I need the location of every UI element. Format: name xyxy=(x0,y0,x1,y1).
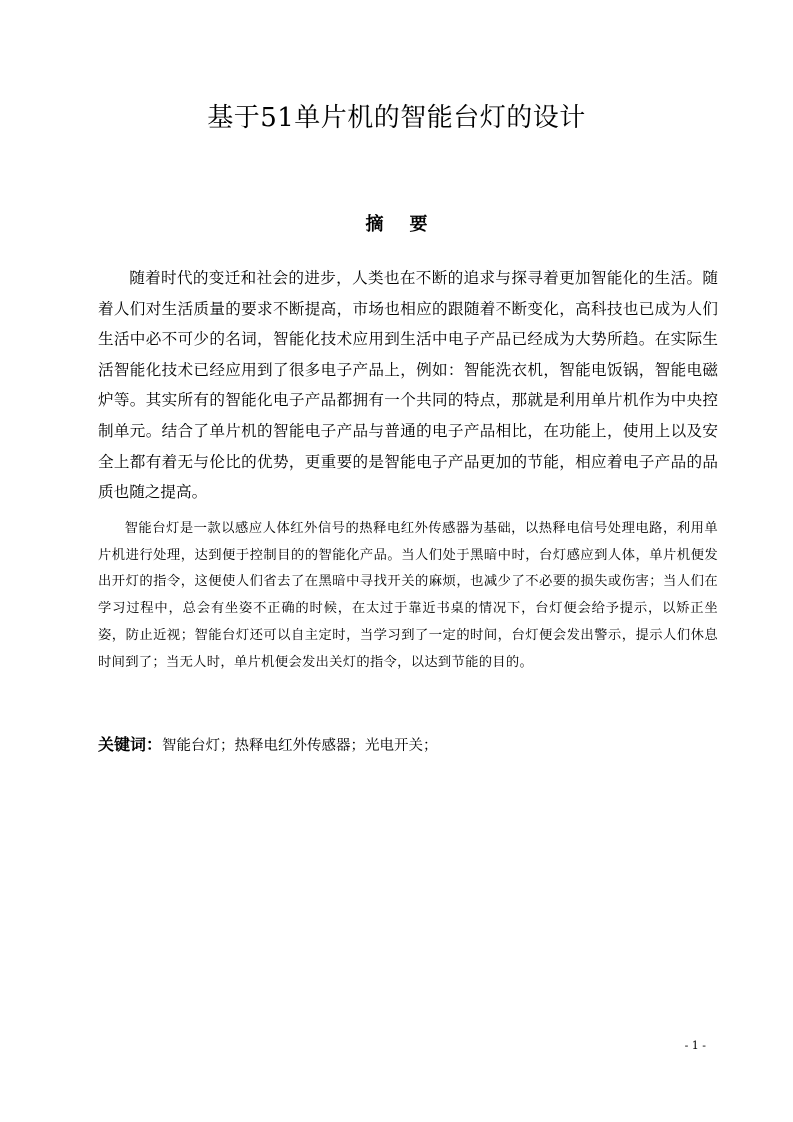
abstract-paragraph-2: 智能台灯是一款以感应人体红外信号的热释电红外传感器为基础，以热释电信号处理电路，利用单片机进行处理，达到便于控制目的的智能化产品。当人们处于黑暗中时，台灯感应到人体，单片机便发出开灯的指令，这便使人们省去了在黑暗中寻找开关的麻烦，也减少了不必要的损失或伤害；当人们在学习过程中，总会有坐姿不正确的时候，在太过于靠近书桌的情况下，台灯便会给予提示，以矫正坐姿，防止近视；智能台灯还可以自主定时，当学习到了一定的时间，台灯便会发出警示，提示人们休息时间到了；当无人时，单片机便会发出关灯的指令，以达到节能的目的。 xyxy=(98,521,718,670)
keywords-line xyxy=(98,731,438,760)
abstract-heading: 摘要 xyxy=(365,214,454,235)
keywords-value: 智能台灯；热释电红外传感器；光电开关； xyxy=(162,738,438,754)
keywords-label: 关键词： xyxy=(98,735,163,754)
abstract-paragraph-1: 随着时代的变迁和社会的进步，人类也在不断的追求与探寻着更加智能化的生活。随着人们对生活质量的要求不断提高，市场也相应的跟随着不断变化，高科技也已成为人们生活中必不可少的名词，智能化技术应用到生活中电子产品已经成为大势所趋。在实际生活智能化技术已经应用到了很多电子产品上，例如：智能洗衣机，智能电饭锅，智能电磁炉等。其实所有的智能化电子产品都拥有一个共同的特点，那就是利用单片机作为中央控制单元。结合了单片机的智能电子产品与普通的电子产品相比，在功能上，使用上以及安全上都有着无与伦比的优势，更重要的是智能电子产品更加的节能，相应着电子产品的品质也随之提高。 xyxy=(98,269,718,502)
page-title: 基于51单片机的智能台灯的设计 xyxy=(207,103,586,133)
page-number: - 1 - xyxy=(684,1039,706,1052)
